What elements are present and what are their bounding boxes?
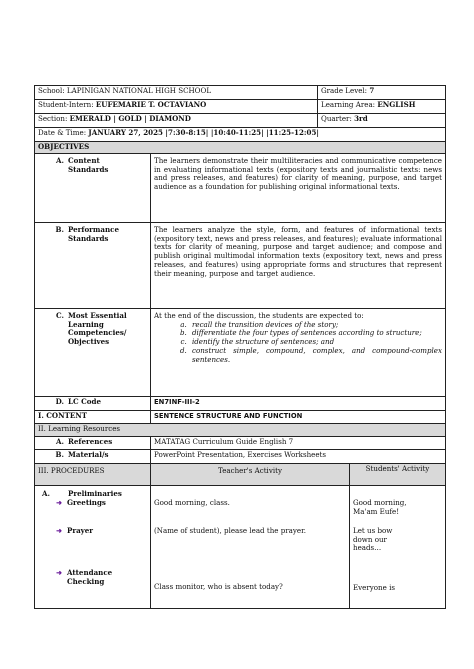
arrow-bullet-icon: ➜ <box>56 568 62 577</box>
student-prayer: Let us bow down our heads… <box>353 526 393 553</box>
competencies-row <box>35 309 445 397</box>
references-row: A. References MATATAG Curriculum Guide English 7 <box>35 437 445 450</box>
objective-item: b. differentiate the four types of sentences according to structure; <box>189 329 442 338</box>
arrow-bullet-icon: ➜ <box>56 498 62 507</box>
arrow-bullet-icon: ➜ <box>56 526 62 535</box>
preliminaries-label: A. Preliminaries <box>42 489 122 498</box>
section: EMERALD | GOLD | DIAMOND <box>69 114 191 123</box>
student-attendance: Everyone is <box>353 583 395 592</box>
content-standards-label: A. Content Standards <box>56 156 109 174</box>
date-time: JANUARY 27, 2025 |7:30-8:15| |10:40-11:25| |11:25-12:05| <box>88 128 319 137</box>
teacher-attendance: Class monitor, who is absent today? <box>154 582 283 591</box>
materials-value: PowerPoint Presentation, Exercises Worksheets <box>154 450 327 459</box>
objective-item: d. construct simple, compound, complex, and compound-complex sentences. <box>189 347 442 364</box>
section-row: Section: EMERALD | GOLD | DIAMOND Quarter: 3rd <box>35 114 445 128</box>
references-value: MATATAG Curriculum Guide English 7 <box>154 437 294 446</box>
lesson-plan-table <box>34 85 446 609</box>
content-standards-text: The learners demonstrate their multiliteracies and communicative competence in evaluating informational texts (expository texts and journalistic texts: news and press releases, and features) for clarity of meaning, purpose, and target audience as a foundation for publishing original informational texts. <box>154 156 442 192</box>
competencies-label: C. Most Essential Learning Competencies/ Objectives <box>56 311 127 347</box>
lc-code-row: D. LC Code EN7INF-III-2 <box>35 397 445 411</box>
student-greeting: Good morning, Ma'am Eufe! <box>353 498 407 516</box>
objective-item: a. recall the transition devices of the story; <box>189 321 442 330</box>
materials-row: B. Material/s PowerPoint Presentation, Exercises Worksheets <box>35 450 445 464</box>
teacher-prayer: (Name of student), please lead the prayer. <box>154 526 306 535</box>
teacher-greeting: Good morning, class. <box>154 498 230 507</box>
learning-area: ENGLISH <box>377 100 416 109</box>
performance-standards-text: The learners analyze the style, form, and features of informational texts (expository text, news and press releases, and features); evaluate informational texts for clarity of meaning, purpose and target audience; and compose and publish original multimodal information texts (expository text, news and press releases, and features) using appropriate forms and structures that represent their meaning, purpose and target audience. <box>154 225 442 278</box>
school-row: School: LAPINIGAN NATIONAL HIGH SCHOOL Grade Level: 7 <box>35 86 445 100</box>
quarter: 3rd <box>354 114 368 123</box>
datetime-row: Date & Time: JANUARY 27, 2025 |7:30-8:15| |10:40-11:25| |11:25-12:05| <box>35 128 445 142</box>
competencies-intro: At the end of the discussion, the students are expected to: <box>154 311 364 320</box>
performance-standards-label: B. Performance Standards <box>55 225 120 243</box>
objectives-heading: OBJECTIVES <box>35 142 445 154</box>
school-name: School: LAPINIGAN NATIONAL HIGH SCHOOL <box>38 86 212 95</box>
content-topic: SENTENCE STRUCTURE AND FUNCTION <box>154 412 303 420</box>
preliminaries-row: A. Preliminaries ➜ Greetings ➜ Prayer ➜ Attendance Checking Good morning, class. (Name of student), please lead the prayer. Class monitor, who is absent today? Good morning, Ma'am Eufe! Let us bow down our heads… Everyone is <box>35 486 445 608</box>
content-row: I. CONTENT SENTENCE STRUCTURE AND FUNCTION <box>35 411 445 424</box>
content-standards-row <box>35 154 445 223</box>
objective-item: c. identify the structure of sentences; and <box>189 338 442 347</box>
resources-heading: II. Learning Resources <box>35 424 445 437</box>
grade-level: 7 <box>369 86 375 95</box>
lc-code: EN7INF-III-2 <box>154 398 200 406</box>
objective-list <box>154 321 442 365</box>
performance-standards-row <box>35 223 445 309</box>
procedures-header: III. PROCEDURES Teacher's Activity Students' Activity <box>35 464 445 486</box>
student-row: Student-Intern: EUFEMARIE T. OCTAVIANO Learning Area: ENGLISH <box>35 100 445 114</box>
student-intern: EUFEMARIE T. OCTAVIANO <box>95 100 207 109</box>
